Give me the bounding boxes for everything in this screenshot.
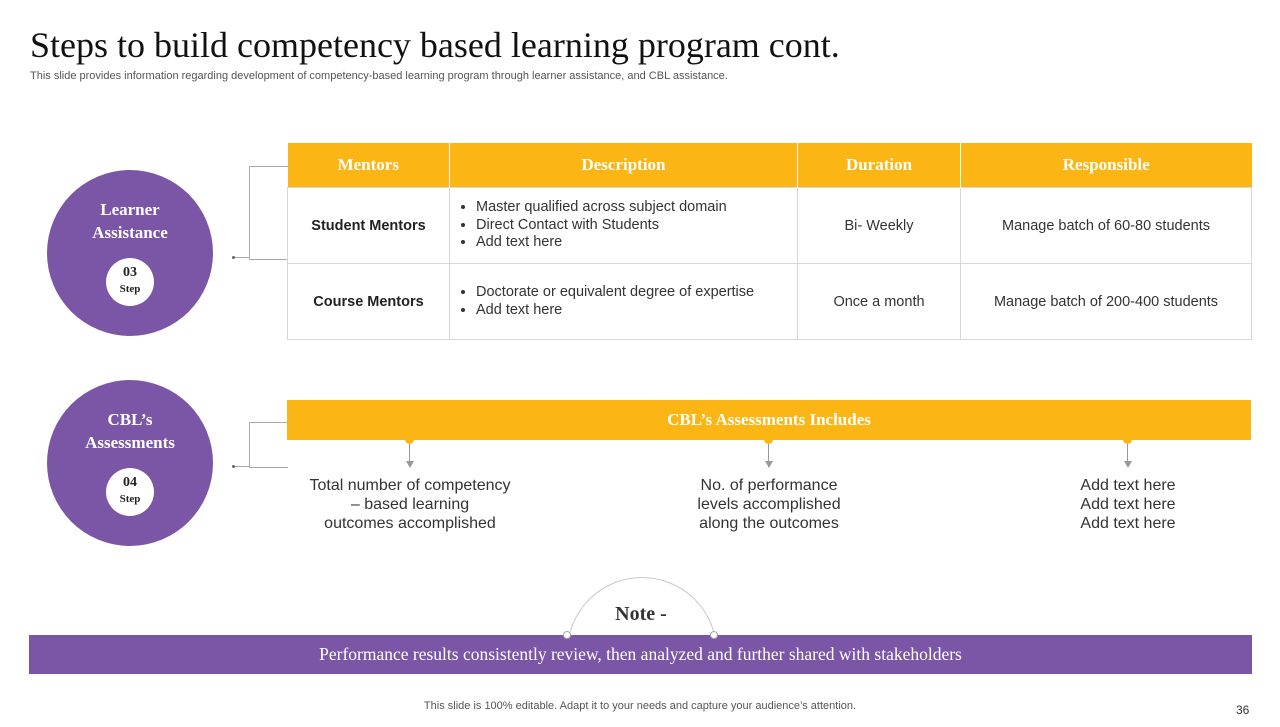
table-row (288, 264, 1252, 340)
assessment-stem (1127, 444, 1128, 462)
step-word: Step (119, 493, 141, 505)
description-item: • Doctorate or equivalent degree of expertise (476, 284, 789, 302)
assessment-pin (405, 435, 414, 444)
description-cell (450, 188, 798, 264)
assessment-item (290, 476, 530, 533)
assessment-line: Total number of competency (309, 477, 511, 494)
assessment-line: Add text here (1080, 496, 1176, 513)
step-circle-cbl-assessments (47, 380, 213, 546)
assessment-pin (1123, 435, 1132, 444)
assessment-stem (409, 444, 410, 462)
slide-title: Steps to build competency based learning program cont. (30, 25, 840, 65)
description-item: • Add text here (476, 302, 789, 320)
description-item: • Master qualified across subject domain (476, 199, 789, 217)
responsible-cell: Manage batch of 200-400 students (961, 264, 1252, 340)
connector-line (249, 166, 288, 260)
step-word: Step (119, 283, 141, 295)
connector-line (234, 466, 249, 467)
step-circle-learner-assistance (47, 170, 213, 336)
page-number: 36 (1236, 703, 1250, 717)
assessments-header-bar: CBL’s Assessments Includes (287, 400, 1251, 440)
step-number: 03 (123, 265, 137, 280)
header-responsible: Responsible (961, 143, 1252, 188)
assessment-line: Add text here (1080, 477, 1176, 494)
arrow-down-icon (1124, 461, 1132, 468)
arrow-down-icon (765, 461, 773, 468)
step-number: 04 (123, 475, 137, 490)
duration-cell: Bi- Weekly (798, 188, 961, 264)
assessment-line: No. of performance (700, 477, 838, 494)
note-ring-right (710, 631, 718, 639)
assessment-line: along the outcomes (699, 515, 839, 532)
assessment-pin (764, 435, 773, 444)
assessment-line: Add text here (1080, 515, 1176, 532)
table-row (288, 188, 1252, 264)
assessment-stem (768, 444, 769, 462)
arrow-down-icon (406, 461, 414, 468)
note-ring-left (563, 631, 571, 639)
table-header-row (288, 143, 1252, 188)
note-label: Note - (615, 603, 667, 625)
mentor-cell: Course Mentors (288, 264, 450, 340)
description-item: • Add text here (476, 234, 789, 252)
assessment-line: levels accomplished (697, 496, 841, 513)
assessment-item (649, 476, 889, 533)
connector-line (234, 257, 249, 258)
header-duration: Duration (798, 143, 961, 188)
description-cell (450, 264, 798, 340)
connector-line (249, 422, 288, 468)
header-description: Description (450, 143, 798, 188)
note-bar: Performance results consistently review, then analyzed and further shared with stakeholders (29, 635, 1252, 674)
description-item: • Direct Contact with Students (476, 217, 789, 235)
connector-dot (232, 256, 235, 259)
assessment-line: – based learning (350, 496, 470, 513)
duration-cell: Once a month (798, 264, 961, 340)
connector-dot (232, 465, 235, 468)
step-label: CBL’s Assessments (85, 410, 175, 452)
header-mentors: Mentors (288, 143, 450, 188)
responsible-cell: Manage batch of 60-80 students (961, 188, 1252, 264)
step-label: Learner Assistance (92, 200, 168, 242)
assessment-item (1008, 476, 1248, 533)
assessment-line: outcomes accomplished (324, 515, 496, 532)
step-badge (106, 258, 154, 306)
slide-subtitle: This slide provides information regarding development of competency-based learning program through learner assistance, and CBL assistance. (30, 70, 728, 82)
mentor-cell: Student Mentors (288, 188, 450, 264)
footer-text: This slide is 100% editable. Adapt it to your needs and capture your audience’s attention. (423, 700, 857, 712)
step-badge (106, 468, 154, 516)
mentors-table (287, 143, 1252, 340)
